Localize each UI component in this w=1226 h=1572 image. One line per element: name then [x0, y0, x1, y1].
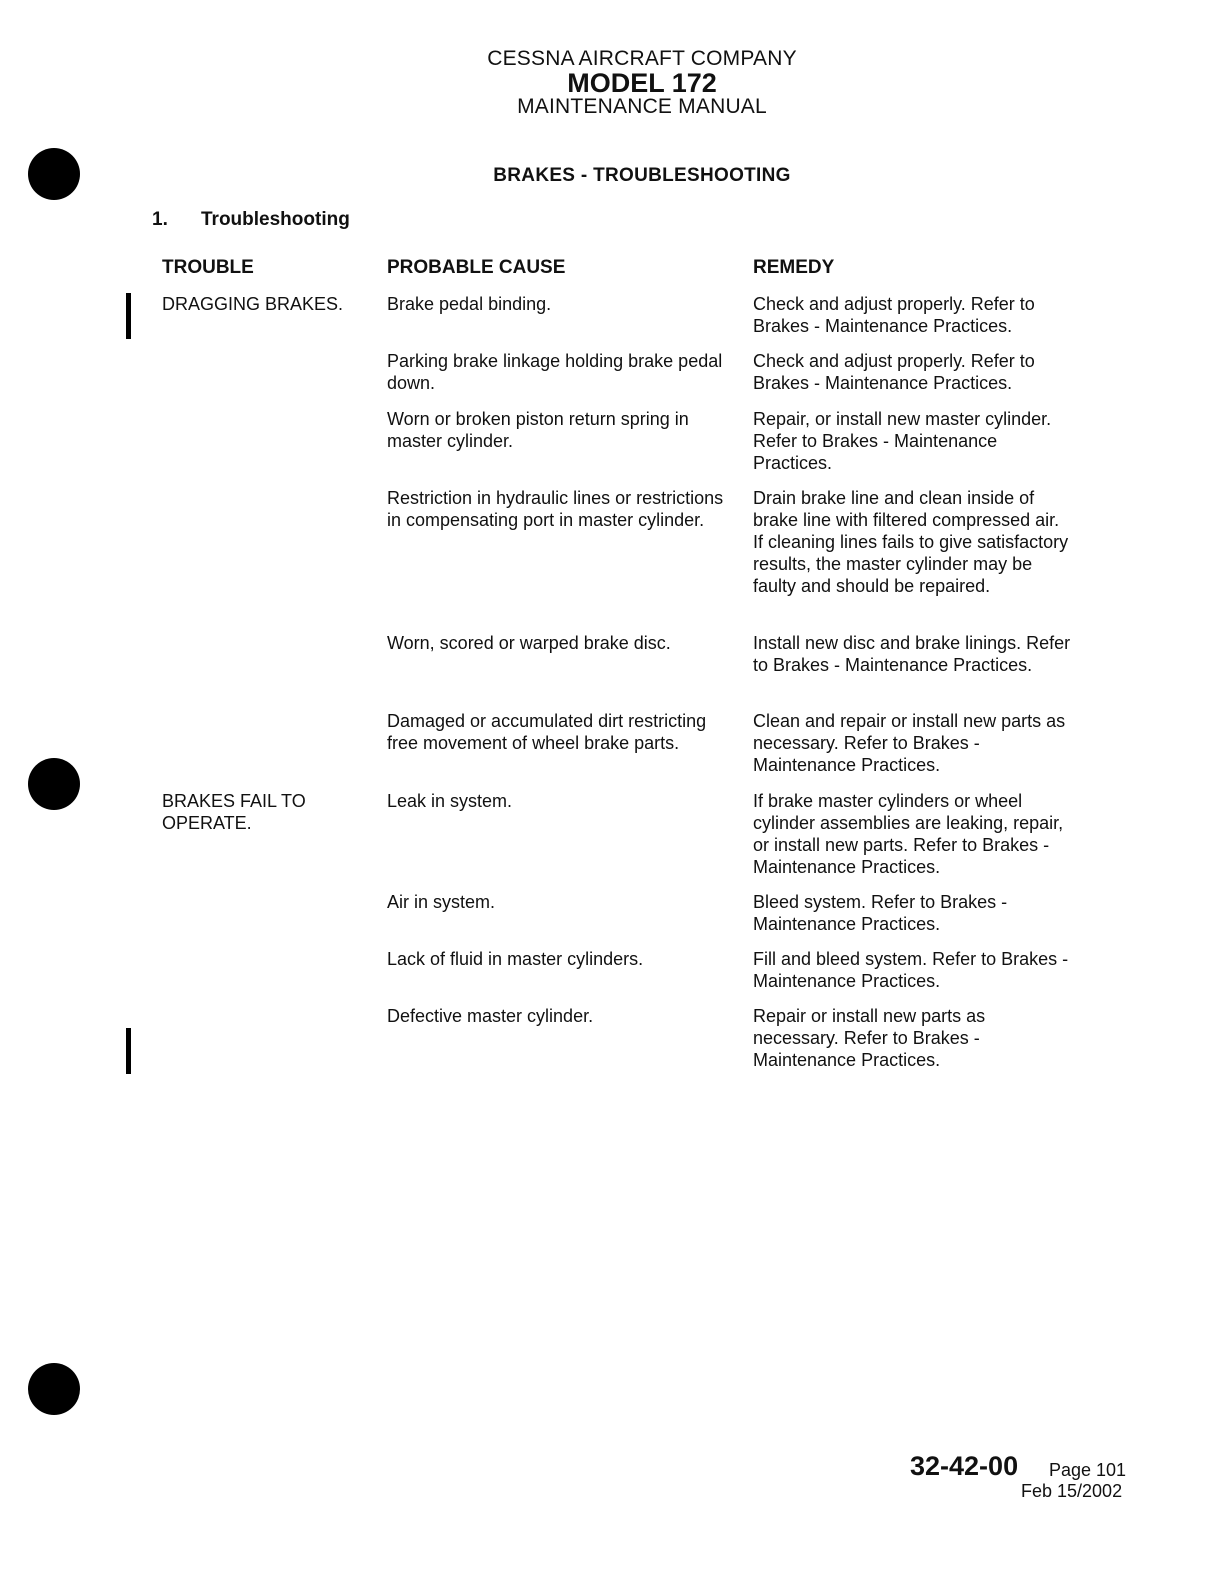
model-name: MODEL 172 — [567, 68, 717, 98]
remedy-cell: If brake master cylinders or wheel cylinder assemblies are leaking, repair, or install new parts. Refer to Brakes - Maintenance Practices. — [753, 791, 1064, 877]
cause-cell: Restriction in hydraulic lines or restrictions in compensating port in master cylinder. — [387, 488, 724, 530]
change-bar — [126, 1028, 131, 1074]
remedy-cell: Check and adjust properly. Refer to Brakes - Maintenance Practices. — [753, 294, 1035, 336]
cause-cell: Lack of fluid in master cylinders. — [387, 949, 644, 969]
cause-cell: Leak in system. — [387, 791, 513, 811]
cause-cell: Worn or broken piston return spring in master cylinder. — [387, 409, 689, 451]
manual-name: MAINTENANCE MANUAL — [517, 95, 767, 118]
remedy-cell: Install new disc and brake linings. Refer to Brakes - Maintenance Practices. — [753, 633, 1071, 675]
chapter-code: 32-42-00 — [910, 1451, 1019, 1481]
revision-date: Feb 15/2002 — [1021, 1481, 1123, 1501]
cause-cell: Brake pedal binding. — [387, 294, 552, 314]
cause-cell: Damaged or accumulated dirt restricting free movement of wheel brake parts. — [387, 711, 707, 753]
cause-cell: Worn, scored or warped brake disc. — [387, 633, 671, 653]
section-title: BRAKES - TROUBLESHOOTING — [493, 165, 791, 186]
remedy-cell: Check and adjust properly. Refer to Brakes - Maintenance Practices. — [753, 351, 1035, 393]
column-header-trouble: TROUBLE — [162, 257, 254, 278]
column-header-cause: PROBABLE CAUSE — [387, 257, 566, 278]
cause-cell: Defective master cylinder. — [387, 1006, 594, 1026]
page-number: Page 101 — [1049, 1460, 1127, 1480]
column-header-remedy: REMEDY — [753, 257, 835, 278]
change-bar — [126, 293, 131, 339]
remedy-cell: Clean and repair or install new parts as necessary. Refer to Brakes - Maintenance Practices. — [753, 711, 1066, 775]
remedy-cell: Repair or install new parts as necessary. Refer to Brakes - Maintenance Practices. — [753, 1006, 986, 1070]
trouble-brakes-fail: BRAKES FAIL TO OPERATE. — [162, 791, 306, 833]
remedy-cell: Fill and bleed system. Refer to Brakes - Maintenance Practices. — [753, 949, 1069, 991]
paragraph-title: Troubleshooting — [201, 209, 350, 230]
cause-cell: Air in system. — [387, 892, 496, 912]
company-name: CESSNA AIRCRAFT COMPANY — [487, 47, 797, 70]
remedy-cell: Bleed system. Refer to Brakes - Maintenance Practices. — [753, 892, 1008, 934]
remedy-cell: Repair, or install new master cylinder. Refer to Brakes - Maintenance Practices. — [753, 409, 1052, 473]
cause-cell: Parking brake linkage holding brake pedal down. — [387, 351, 723, 393]
trouble-dragging-brakes: DRAGGING BRAKES. — [162, 294, 344, 314]
paragraph-number: 1. — [152, 209, 168, 230]
remedy-cell: Drain brake line and clean inside of brake line with filtered compressed air. If cleaning lines fails to give satisfactory results, the master cylinder may be faulty and should be repaired. — [753, 488, 1069, 596]
binder-hole-middle — [28, 758, 80, 810]
binder-hole-bottom — [28, 1363, 80, 1415]
